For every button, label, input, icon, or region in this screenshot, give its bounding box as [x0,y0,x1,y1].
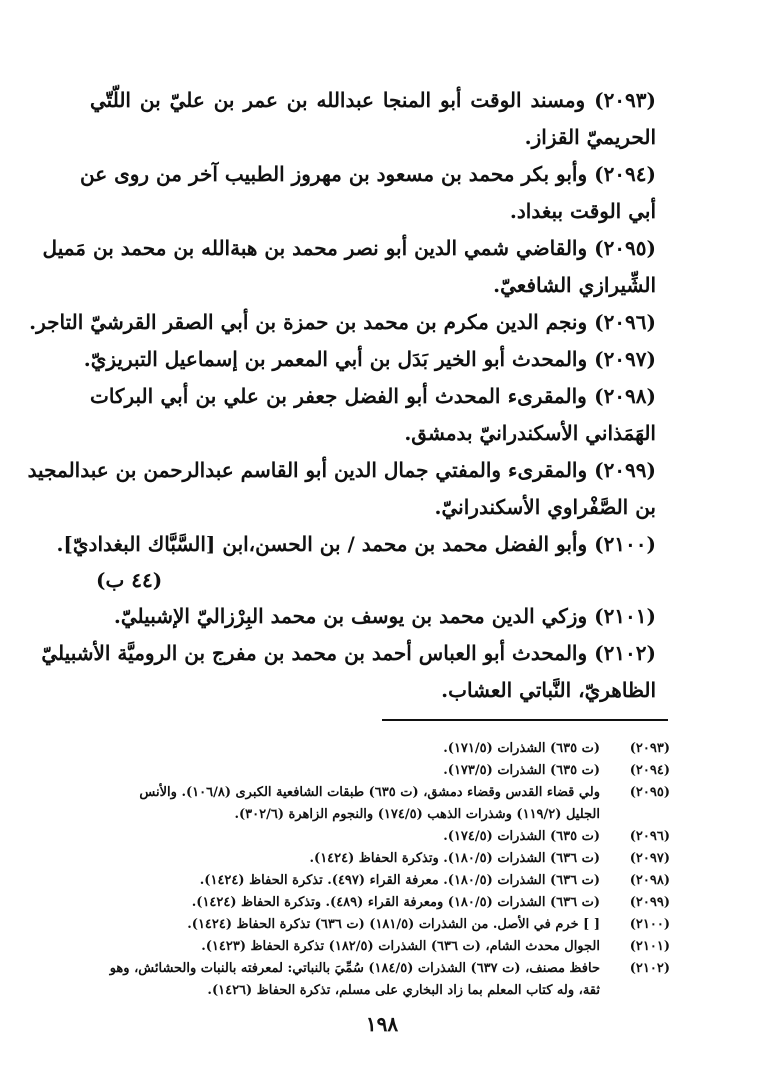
biography-entry [27,452,656,526]
footnote [90,848,670,870]
footnote-line: حافظ مصنف، (ت ٦٣٧) الشذرات (١٨٤/٥) سُمِّيَ بالنباتي: لمعرفته بالنبات والحشائش، وهو [109,961,600,976]
entry-line: (٢١٠٢) والمحدث أبو العباس أحمد بن محمد بن مفرج بن الروميَّة الأشبيليّ [41,641,656,665]
biography-entry [80,156,656,230]
footnote [90,738,670,760]
main-text [27,82,656,709]
footnote [90,826,670,848]
footnote [90,936,670,958]
biography-entry [83,341,656,378]
footnote-line: (ت ٦٣٥) الشذرات (١٧٣/٥). [443,763,600,778]
footnotes [90,738,670,1002]
footnote-divider [382,719,668,721]
footnote [90,782,670,826]
entry-line: (٢١٠١) وزكي الدين محمد بن يوسف بن محمد البِرْزاليّ الإشبيليّ. [113,604,656,628]
page-number: ١٩٨ [365,1012,399,1036]
footnote-number: (٢٠٩٨) [629,873,670,888]
footnote-text [90,892,600,914]
footnote-line: (ت ٦٣٥) الشذرات (١٧١/٥). [443,741,600,756]
entry-line: أبي الوقت ببغداد. [509,199,656,223]
footnote-text [90,826,600,848]
biography-entry [90,82,656,156]
biography-entry [29,304,656,341]
footnote-number: (٢٠٩٤) [629,763,670,778]
footnote-text [90,958,600,1002]
footnote-text [90,782,600,826]
biography-entry [56,526,656,598]
footnote-number: (٢١٠١) [629,939,670,954]
biography-entry [41,635,656,709]
footnote-number: (٢٠٩٩) [629,895,670,910]
footnote-number: (٢٠٩٧) [629,851,670,866]
footnote-number: (٢٠٩٣) [629,741,670,756]
footnote-text [90,848,600,870]
entry-line: الظاهريّ، النَّباتي العشاب. [441,678,656,702]
entry-line: (٢٠٩٤) وأبو بكر محمد بن مسعود بن مهروز الطبيب آخر من روى عن [80,162,656,186]
footnote-number: (٢٠٩٦) [629,829,670,844]
entry-line: الهَمَذاني الأسكندرانيّ بدمشق. [404,421,656,445]
footnote-line: ولي قضاء القدس وقضاء دمشق، (ت ٦٣٥) طبقات الشافعية الكبرى (١٠٦/٨). والأنس [139,785,600,800]
footnote-text [90,914,600,936]
biography-entry [42,230,656,304]
biography-entry [90,378,656,452]
entry-line: (٢٠٩٩) والمقرىء والمفتي جمال الدين أبو القاسم عبدالرحمن بن عبدالمجيد [27,458,656,482]
footnote-text [90,936,600,958]
footnote [90,760,670,782]
footnote-text [90,870,600,892]
footnote-line: الجليل (١١٩/٢) وشذرات الذهب (١٧٤/٥) والنجوم الزاهرة (٣٠٢/٦). [234,807,600,822]
footnote-number: (٢١٠٢) [629,961,670,976]
footnote-line: ثقة، وله كتاب المعلم بما زاد البخاري على مسلم، تذكرة الحفاظ (١٤٢٦). [207,983,600,998]
footnote [90,870,670,892]
footnote-line: [ ] خرم في الأصل. من الشذرات (١٨١/٥) (ت ٦٣٦) تذكرة الحفاظ (١٤٢٤). [187,917,600,932]
biography-entry [90,598,656,635]
footnote-number: (٢١٠٠) [629,917,670,932]
footnote-number: (٢٠٩٥) [629,785,670,800]
entry-line: بن الصَّفْراوي الأسكندرانيّ. [434,495,656,519]
footnote-text [90,760,600,782]
entry-line: (٢٠٩٧) والمحدث أبو الخير بَدَل بن أبي المعمر بن إسماعيل التبريزيّ. [83,347,656,371]
entry-line: الحريميّ القزاز. [524,125,656,149]
footnote-line: (ت ٦٣٦) الشذرات (١٨٠/٥). وتذكرة الحفاظ (١٤٢٤). [309,851,600,866]
footnote-line: (ت ٦٣٦) الشذرات (١٨٠/٥). معرفة القراء (٤٩٧). تذكرة الحفاظ (١٤٢٤). [199,873,600,888]
footnote [90,958,670,1002]
footnote [90,892,670,914]
footnote-line: الجوال محدث الشام، (ت ٦٣٦) الشذرات (١٨٢/٥) تذكرة الحفاظ (١٤٢٣). [201,939,600,954]
entry-line: الشِّيرازي الشافعيّ. [493,273,656,297]
entry-line: (٢٠٩٨) والمقرىء المحدث أبو الفضل جعفر بن علي بن أبي البركات [90,384,656,408]
folio-marker: (٤٤ ب) [96,568,163,592]
footnote-line: (ت ٦٣٦) الشذرات (١٨٠/٥) ومعرفة القراء (٤٨٩). وتذكرة الحفاظ (١٤٢٤). [191,895,600,910]
entry-line: (٢٠٩٥) والقاضي شمي الدين أبو نصر محمد بن هبةالله بن محمد بن مَميل [42,236,656,260]
footnote-line: (ت ٦٣٥) الشذرات (١٧٤/٥). [443,829,600,844]
footnote [90,914,670,936]
entry-line: (٢٠٩٦) ونجم الدين مكرم بن محمد بن حمزة بن أبي الصقر القرشيّ التاجر. [29,310,656,334]
entry-line: (٢١٠٠) وأبو الفضل محمد بن محمد / بن الحسن،ابن [السَّبَّاك البغداديّ]. [56,532,656,556]
entry-line: (٢٠٩٣) ومسند الوقت أبو المنجا عبدالله بن عمر بن عليّ بن اللّتّي [90,88,656,112]
footnote-text [90,738,600,760]
